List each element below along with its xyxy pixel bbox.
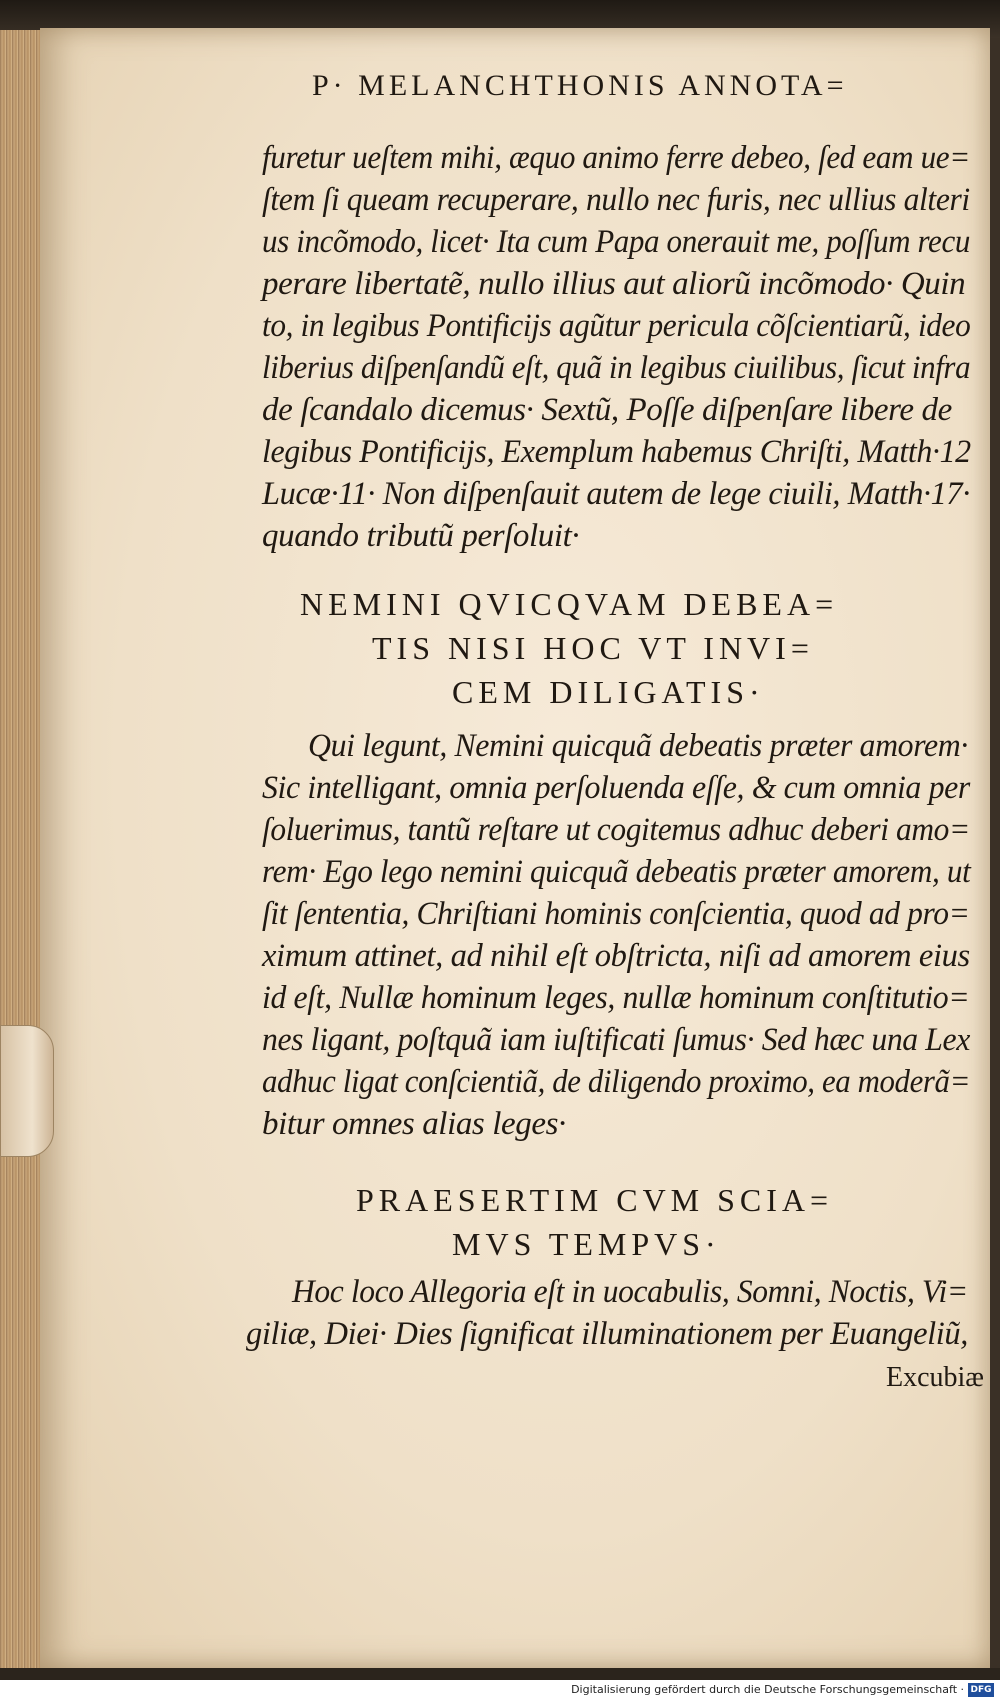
catchword: Excubiæ — [886, 1362, 984, 1393]
text-line: Hoc loco Allegoria eſt in uocabulis, Somni, Noctis, Vi= — [292, 1274, 968, 1310]
text-line: ximum attinet, ad nihil eſt obſtricta, niſi ad amorem eius — [262, 938, 970, 974]
text-line: Qui legunt, Nemini quicquã debeatis præter amorem· — [308, 728, 968, 764]
section-heading: TIS NISI HOC VT INVI= — [372, 630, 814, 666]
text-line: Sic intelligant, omnia perſoluenda eſſe, & cum omnia per — [262, 770, 970, 806]
text-line: to, in legibus Pontificijs agũtur pericula cõſcientiarũ, ideo — [262, 308, 971, 344]
text-line: giliæ, Diei· Dies ſignificat illuminationem per Euangeliũ, — [246, 1316, 968, 1352]
text-line: de ſcandalo dicemus· Sextũ, Poſſe diſpenſare libere de — [262, 392, 952, 428]
section-heading: MVS TEMPVS· — [452, 1226, 721, 1262]
dfg-logo: DFG — [968, 1683, 994, 1697]
text-line: ſit ſententia, Chriſtiani hominis conſcientia, quod ad pro= — [262, 896, 970, 932]
text-line: perare libertatẽ, nullo illius aut aliorũ incõmodo· Quin — [262, 266, 966, 302]
text-line: adhuc ligat conſcientiã, de diligendo proximo, ea moderã= — [262, 1064, 971, 1100]
text-line: quando tributũ perſoluit· — [262, 518, 580, 554]
text-line: ſoluerimus, tantũ reſtare ut cogitemus adhuc deberi amo= — [262, 812, 970, 848]
running-head: P· MELANCHTHONIS ANNOTA= — [312, 69, 848, 102]
section-heading: PRAESERTIM CVM SCIA= — [356, 1182, 834, 1218]
text-line: nes ligant, poſtquã iam iuſtificati ſumus· Sed hæc una Lex — [262, 1022, 970, 1058]
digitization-credit: Digitalisierung gefördert durch die Deutsche Forschungsgemeinschaft · — [571, 1683, 964, 1696]
text-line: ſtem ſi queam recuperare, nullo nec furis, nec ullius alteri — [262, 182, 970, 218]
text-line: liberius diſpenſandũ eſt, quã in legibus ciuilibus, ſicut infra — [262, 350, 971, 386]
text-line: rem· Ego lego nemini quicquã debeatis præter amorem, ut — [262, 854, 971, 890]
section-heading: CEM DILIGATIS· — [452, 674, 765, 710]
text-line: id eſt, Nullæ hominum leges, nullæ hominum conſtitutio= — [262, 980, 970, 1016]
section-heading: NEMINI QVICQVAM DEBEA= — [300, 586, 839, 622]
text-line: bitur omnes alias leges· — [262, 1106, 566, 1142]
text-line: Lucæ·11· Non diſpenſauit autem de lege ciuili, Matth·17· — [262, 476, 970, 512]
text-line: furetur ueſtem mihi, æquo animo ferre debeo, ſed eam ue= — [262, 140, 970, 176]
text-line: us incõmodo, licet· Ita cum Papa onerauit me, poſſum recu — [262, 224, 970, 260]
text-line: legibus Pontificijs, Exemplum habemus Chriſti, Matth·12 — [262, 434, 971, 470]
